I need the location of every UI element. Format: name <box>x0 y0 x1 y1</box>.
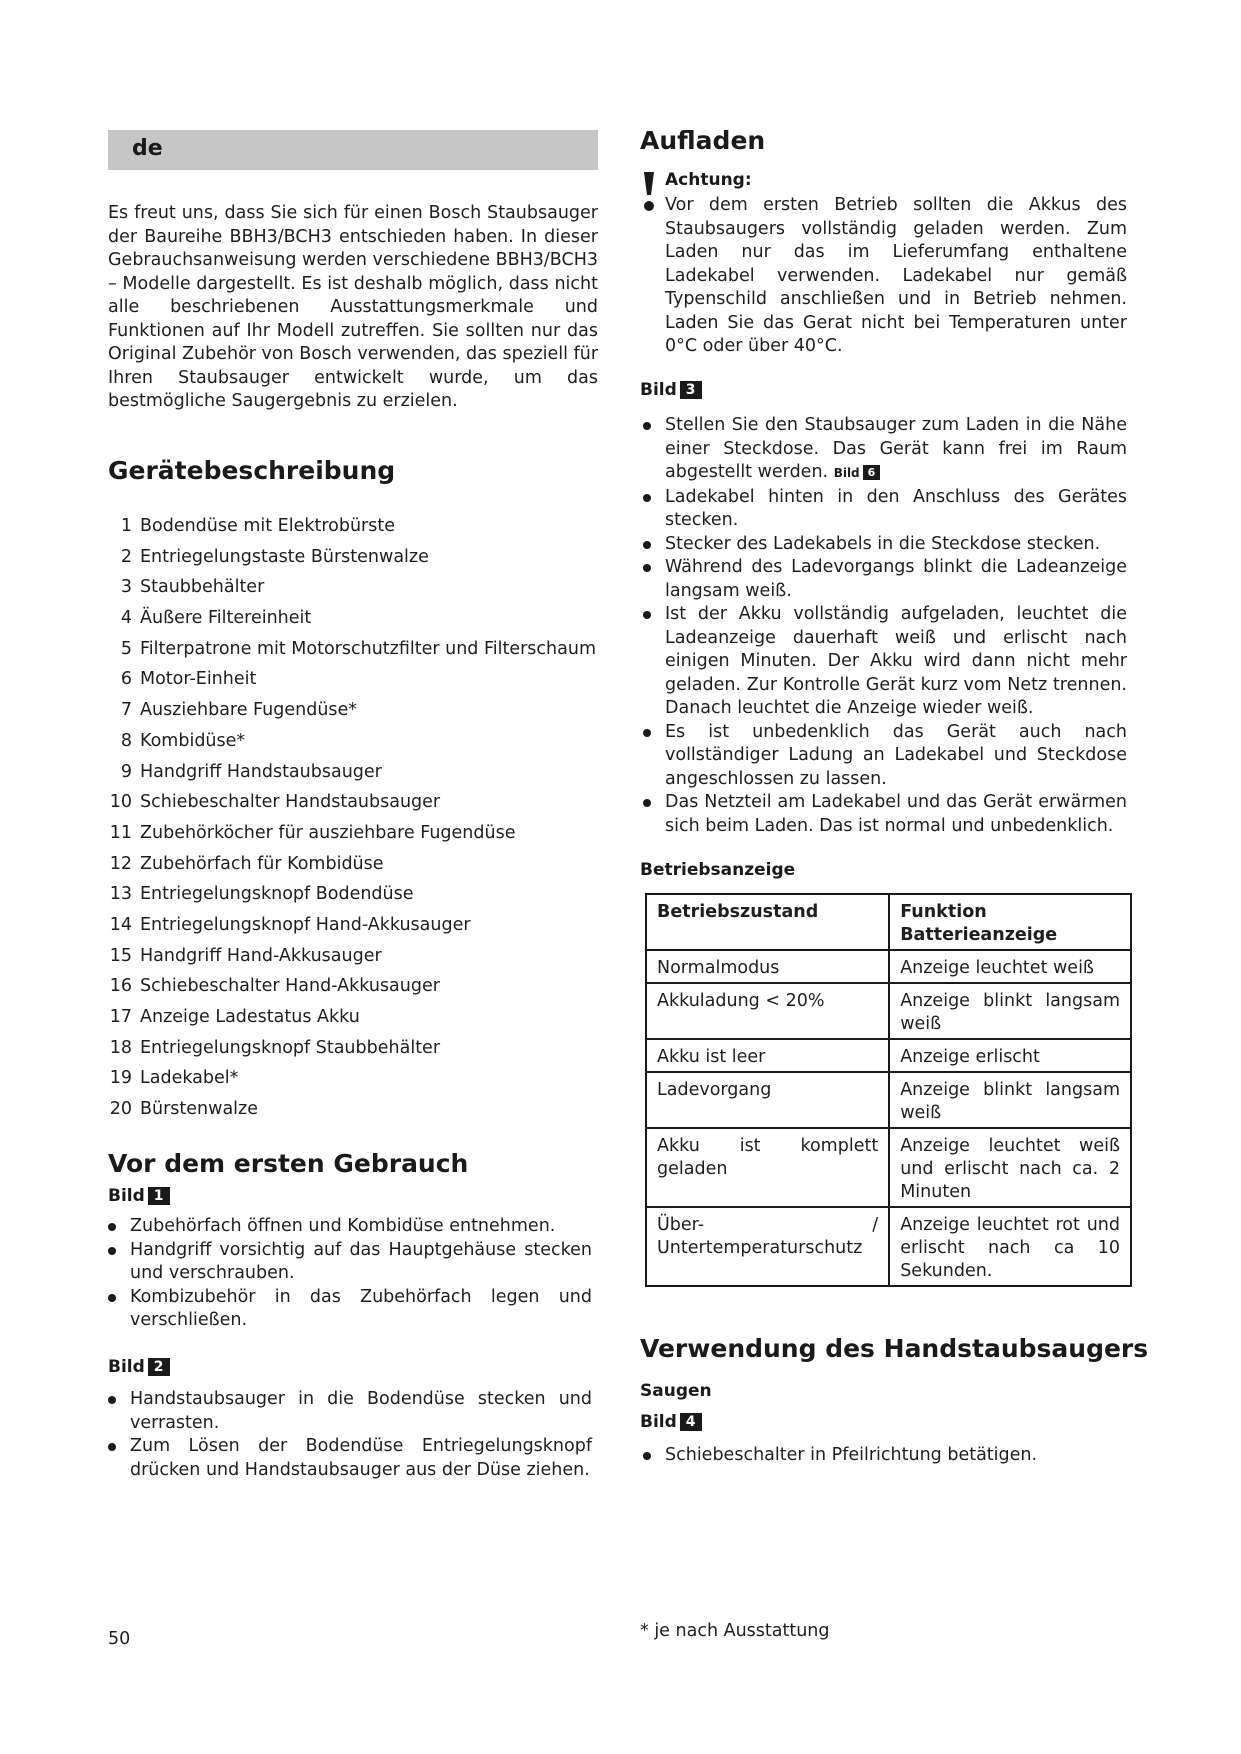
list-item <box>108 945 628 976</box>
bullet-icon <box>108 1247 116 1255</box>
part-label: Handgriff Hand-Akkusauger <box>140 945 382 966</box>
parts-list <box>108 515 628 1129</box>
warning-title: Achtung: <box>665 170 752 190</box>
list-item <box>641 556 1127 603</box>
table-cell-state: Normalmodus <box>646 950 889 983</box>
bullet-icon <box>643 611 651 619</box>
list-item-text: Stecker des Ladekabels in die Steckdose stecken. <box>665 533 1101 554</box>
part-label: Entriegelungsknopf Hand-Akkusauger <box>140 914 471 935</box>
list-item <box>641 486 1127 533</box>
list-item <box>108 668 628 699</box>
part-number: 15 <box>109 945 132 966</box>
intro-paragraph: Es freut uns, dass Sie sich für einen Bosch Staubsauger der Baureihe BBH3/BCH3 entschieden haben. In dieser Gebrauchsanweisung werden verschiedene BBH3/BCH3 – Modelle dargestellt. Es ist deshalb möglich, dass nicht alle beschriebenen Ausstattungsmerkmale und Funktionen auf Ihr Modell zutreffen. Sie sollten nur das Original Zubehör von Bosch verwenden, das speziell für Ihren Staubsauger entwickelt wurde, um das bestmögliche Saugergebnis zu erzielen. <box>108 203 599 411</box>
bild4-word: Bild <box>640 1412 677 1432</box>
list-item-text: Kombizubehör in das Zubehörfach legen und verschließen. <box>130 1286 592 1330</box>
bullet-icon <box>643 799 651 807</box>
hand-vacuum-heading: Verwendung des Handstaubsaugers <box>640 1334 1149 1363</box>
bullet-icon <box>643 729 651 737</box>
part-number: 3 <box>120 577 132 598</box>
list-item <box>108 515 628 546</box>
part-number: 9 <box>120 761 132 782</box>
figure-1-badge: 1 <box>148 1187 170 1205</box>
description-heading: Gerätebeschreibung <box>108 456 396 485</box>
part-label: Kombidüse* <box>140 730 246 751</box>
part-number: 7 <box>120 700 132 721</box>
part-label: Ausziehbare Fugendüse* <box>140 700 358 721</box>
part-number: 18 <box>109 1037 132 1058</box>
list-item <box>641 1444 1127 1468</box>
header-cell-function: Funktion Batterieanzeige <box>889 894 1131 950</box>
table-cell-state: Ladevorgang <box>646 1072 889 1128</box>
part-label: Schiebeschalter Hand-Akkusauger <box>140 976 440 997</box>
charging-heading: Aufladen <box>640 126 766 155</box>
table-row <box>646 1072 1131 1128</box>
part-label: Äußere Filtereinheit <box>140 608 312 629</box>
part-label: Bodendüse mit Elektrobürste <box>140 516 395 536</box>
part-number: 13 <box>109 884 132 905</box>
list-item <box>108 822 628 853</box>
list-item <box>106 1286 592 1333</box>
table-cell-state: Akku ist leer <box>646 1039 889 1072</box>
list-item <box>108 699 628 730</box>
table-cell-state: Akkuladung < 20% <box>646 983 889 1039</box>
table-cell-function: Anzeige blinkt langsam weiß <box>889 983 1131 1039</box>
bild2-steps <box>106 1388 592 1482</box>
list-item <box>106 1435 592 1482</box>
list-item <box>106 1215 592 1239</box>
part-number: 14 <box>109 914 132 935</box>
bild4-label <box>640 1412 702 1432</box>
bullet-icon <box>643 564 651 572</box>
part-label: Handgriff Handstaubsauger <box>140 761 382 782</box>
list-item <box>108 975 628 1006</box>
list-item-text: Handstaubsauger in die Bodendüse stecken und verrasten. <box>130 1389 592 1433</box>
part-label: Zubehörfach für Kombidüse <box>140 853 384 874</box>
list-item-text: Zubehörfach öffnen und Kombidüse entnehmen. <box>130 1216 556 1236</box>
hand-vacuum-steps <box>641 1444 1127 1468</box>
part-label: Schiebeschalter Handstaubsauger <box>140 792 441 813</box>
part-label: Entriegelungsknopf Staubbehälter <box>140 1037 441 1058</box>
list-item <box>108 791 628 822</box>
table-cell-function: Anzeige blinkt langsam weiß <box>889 1072 1131 1128</box>
figure-6-badge: 6 <box>863 465 881 480</box>
bullet-icon <box>643 1452 651 1460</box>
part-label: Ladekabel* <box>140 1068 239 1089</box>
part-number: 20 <box>109 1099 132 1120</box>
list-item <box>641 414 1127 486</box>
part-label: Entriegelungsknopf Bodendüse <box>140 884 414 905</box>
list-item <box>108 1037 628 1068</box>
figure-2-badge: 2 <box>148 1358 170 1376</box>
part-label: Staubbehälter <box>140 577 265 598</box>
part-number: 2 <box>120 546 132 567</box>
bild1-label <box>108 1186 170 1206</box>
list-item <box>108 883 628 914</box>
warning-text: Vor dem ersten Betrieb sollten die Akkus des Staubsaugers vollständig geladen werden. Zum Laden nur das im Lieferumfang enthaltene Ladekabel verwenden. Ladekabel nur gemäß Typenschild anschließen und in Betrieb nehmen. Laden Sie das Gerat nicht bei Temperaturen unter 0°C oder über 40°C. <box>665 195 1127 356</box>
bullet-icon <box>108 1223 116 1231</box>
list-item-text: Ladekabel hinten in den Anschluss des Gerätes stecken. <box>665 486 1127 530</box>
list-item <box>108 914 628 945</box>
list-item-text: Ist der Akku vollständig aufgeladen, leuchtet die Ladeanzeige dauerhaft weiß und erlischt nach einigen Minuten. Der Akku wird dann nicht mehr geladen. Zur Kontrolle Gerät kurz vom Netz trennen. Danach leuchtet die Anzeige wieder weiß. <box>665 604 1127 718</box>
list-item <box>108 576 628 607</box>
part-label: Entriegelungstaste Bürstenwalze <box>140 546 429 567</box>
page-number: 50 <box>108 1629 131 1649</box>
table-row <box>646 1128 1131 1207</box>
part-number: 5 <box>120 638 132 659</box>
list-item-text: Das Netzteil am Ladekabel und das Gerät erwärmen sich beim Laden. Das ist normal und unbedenklich. <box>665 792 1127 836</box>
status-table <box>645 893 1132 1287</box>
status-table-title: Betriebsanzeige <box>640 860 796 880</box>
language-tag: de <box>132 136 163 161</box>
list-item <box>108 638 628 669</box>
bullet-icon <box>108 1396 116 1404</box>
part-label: Anzeige Ladestatus Akku <box>140 1007 360 1027</box>
part-number: 1 <box>120 516 132 536</box>
table-cell-function: Anzeige erlischt <box>889 1039 1131 1072</box>
table-row <box>646 950 1131 983</box>
list-item <box>108 761 628 792</box>
table-row <box>646 1207 1131 1286</box>
language-bar <box>108 130 598 170</box>
list-item <box>106 1239 592 1286</box>
list-item <box>641 533 1127 557</box>
bullet-icon <box>108 1443 116 1451</box>
table-cell-function: Anzeige leuchtet weiß <box>889 950 1131 983</box>
part-label: Bürstenwalze <box>140 1099 258 1120</box>
footnote: * je nach Ausstattung <box>640 1621 830 1641</box>
bullet-icon <box>108 1294 116 1302</box>
bullet-icon <box>643 494 651 502</box>
table-cell-state: Akku ist komplett geladen <box>646 1128 889 1207</box>
part-label: Motor-Einheit <box>140 669 257 690</box>
bild2-label <box>108 1357 170 1377</box>
part-number: 12 <box>109 853 132 874</box>
list-item <box>641 603 1127 721</box>
list-item <box>108 1067 628 1098</box>
figure-3-badge: 3 <box>680 381 702 399</box>
list-item <box>106 1388 592 1435</box>
table-row <box>646 983 1131 1039</box>
list-item-text: Es ist unbedenklich das Gerät auch nach vollständiger Ladung an Ladekabel und Steckdose angeschlossen zu lassen. <box>665 721 1127 789</box>
part-number: 10 <box>109 792 132 813</box>
bullet-icon <box>643 541 651 549</box>
part-label: Filterpatrone mit Motorschutzfilter und Filterschaum <box>140 638 596 659</box>
list-item <box>108 853 628 884</box>
table-cell-function: Anzeige leuchtet weiß und erlischt nach ca. 2 Minuten <box>889 1128 1131 1207</box>
bild3-word: Bild <box>640 380 677 400</box>
bild6-word: Bild <box>833 466 860 480</box>
part-number: 11 <box>109 822 132 843</box>
list-item <box>641 721 1127 792</box>
part-number: 6 <box>120 669 132 690</box>
charging-steps <box>641 414 1127 838</box>
list-item <box>108 1098 628 1129</box>
part-number: 4 <box>120 608 132 629</box>
list-item <box>108 607 628 638</box>
table-row <box>646 1039 1131 1072</box>
part-number: 19 <box>109 1068 132 1089</box>
bild3-label <box>640 380 702 400</box>
part-number: 16 <box>109 976 132 997</box>
list-item-text: Handgriff vorsichtig auf das Hauptgehäuse stecken und verschrauben. <box>130 1239 592 1283</box>
charging-step-1-text: Stellen Sie den Staubsauger zum Laden in die Nähe einer Steckdose. Das Gerät kann frei im Raum abgestellt werden. <box>665 415 1127 482</box>
part-label: Zubehörköcher für ausziehbare Fugendüse <box>140 822 516 843</box>
list-item <box>108 546 628 577</box>
part-number: 17 <box>109 1007 132 1027</box>
bild2-word: Bild <box>108 1357 145 1377</box>
bild1-steps <box>106 1215 592 1333</box>
warning-icon <box>642 170 656 214</box>
table-cell-state: Über- / Untertemperaturschutz <box>646 1207 889 1286</box>
table-cell-function: Anzeige leuchtet rot und erlischt nach ca 10 Sekunden. <box>889 1207 1131 1286</box>
bild1-word: Bild <box>108 1186 145 1206</box>
bullet-icon <box>643 422 651 430</box>
first-use-heading: Vor dem ersten Gebrauch <box>108 1149 469 1178</box>
list-item-text: Schiebeschalter in Pfeilrichtung betätigen. <box>665 1445 1038 1465</box>
list-item-text: Während des Ladevorgangs blinkt die Ladeanzeige langsam weiß. <box>665 557 1127 601</box>
list-item <box>108 730 628 761</box>
figure-4-badge: 4 <box>680 1413 702 1431</box>
header-cell-state: Betriebszustand <box>646 894 889 950</box>
part-number: 8 <box>120 730 132 751</box>
saugen-subheading: Saugen <box>640 1381 712 1401</box>
list-item <box>641 791 1127 838</box>
list-item <box>108 1006 628 1037</box>
list-item-text: Zum Lösen der Bodendüse Entriegelungsknopf drücken und Handstaubsauger aus der Düse ziehen. <box>130 1436 592 1480</box>
table-header-row <box>646 894 1131 950</box>
